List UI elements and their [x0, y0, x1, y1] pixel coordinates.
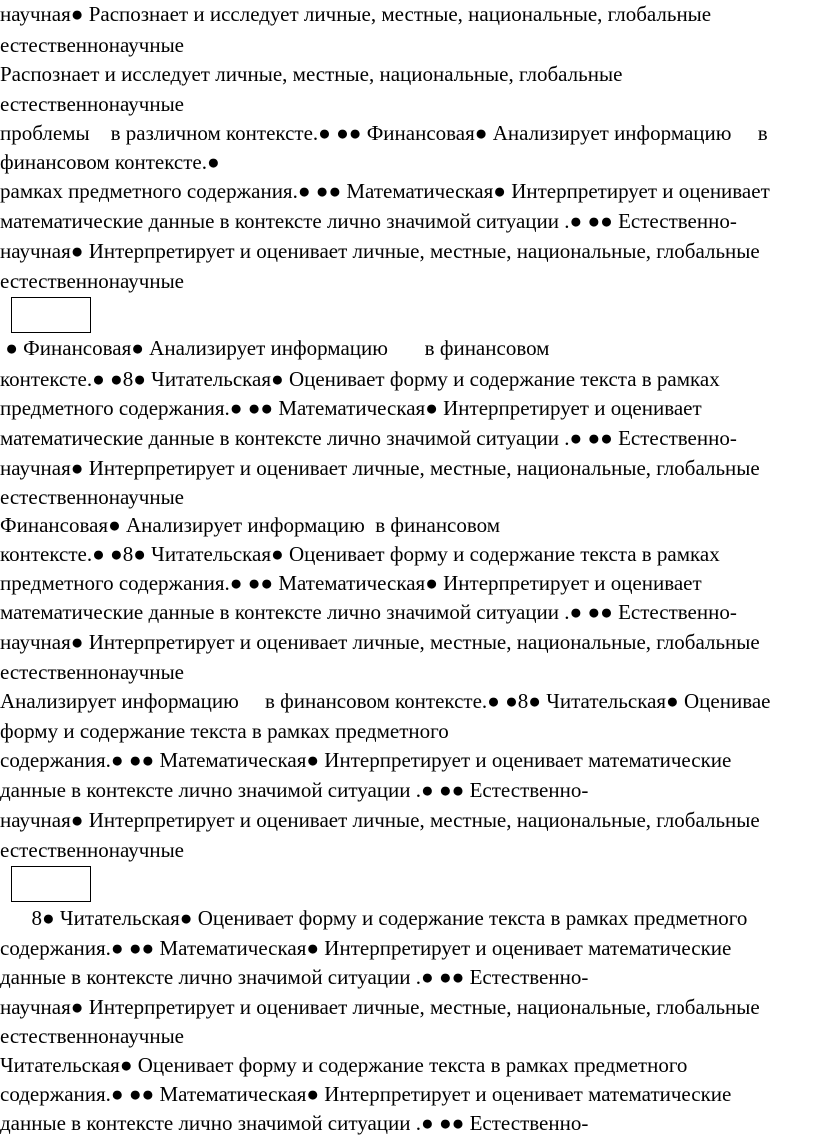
text-line: естественнонаучные — [0, 660, 184, 684]
text-line: данные в контексте лично значимой ситуации .● ●● Естественно- — [0, 778, 589, 802]
text-line: естественнонаучные — [0, 1024, 184, 1048]
text-line: данные в контексте лично значимой ситуации .● ●● Естественно- — [0, 1111, 589, 1135]
text-line: содержания.● ●● Математическая● Интерпретирует и оценивает математические — [0, 936, 732, 960]
empty-frame — [11, 297, 91, 333]
text-line: научная● Распознает и исследует личные, местные, национальные, глобальные — [0, 2, 712, 26]
text-line: естественнонаучные — [0, 92, 184, 116]
text-line: форму и содержание текста в рамках предметного — [0, 719, 449, 743]
text-line: контексте.● ●8● Читательская● Оценивает форму и содержание текста в рамках — [0, 367, 720, 391]
text-line: предметного содержания.● ●● Математическая● Интерпретирует и оценивает — [0, 571, 702, 595]
text-line: Финансовая● Анализирует информацию в финансовом — [0, 513, 501, 537]
text-line: научная● Интерпретирует и оценивает личные, местные, национальные, глобальные — [0, 808, 760, 832]
text-line: научная● Интерпретирует и оценивает личные, местные, национальные, глобальные — [0, 456, 760, 480]
empty-frame — [11, 866, 91, 902]
text-line: естественнонаучные — [0, 33, 184, 57]
text-line: научная● Интерпретирует и оценивает личные, местные, национальные, глобальные — [0, 995, 760, 1019]
text-line: 8● Читательская● Оценивает форму и содержание текста в рамках предметного — [0, 906, 748, 930]
text-line: математические данные в контексте лично значимой ситуации .● ●● Естественно- — [0, 600, 737, 624]
text-line: естественнонаучные — [0, 838, 184, 862]
text-line: содержания.● ●● Математическая● Интерпретирует и оценивает математические — [0, 748, 732, 772]
text-line: рамках предметного содержания.● ●● Математическая● Интерпретирует и оценивает — [0, 179, 770, 203]
text-line: Распознает и исследует личные, местные, национальные, глобальные — [0, 62, 623, 86]
text-line: естественнонаучные — [0, 485, 184, 509]
text-line: Читательская● Оценивает форму и содержание текста в рамках предметного — [0, 1053, 688, 1077]
text-line: данные в контексте лично значимой ситуации .● ●● Естественно- — [0, 965, 589, 989]
text-line: естественнонаучные — [0, 269, 184, 293]
text-line: финансовом контексте.● — [0, 150, 220, 174]
text-line: предметного содержания.● ●● Математическая● Интерпретирует и оценивает — [0, 396, 702, 420]
text-line: научная● Интерпретирует и оценивает личные, местные, национальные, глобальные — [0, 630, 760, 654]
text-line: математические данные в контексте лично значимой ситуации .● ●● Естественно- — [0, 426, 737, 450]
text-line: ● Финансовая● Анализирует информацию в финансовом — [0, 336, 550, 360]
text-line: Анализирует информацию в финансовом контексте.● ●8● Читательская● Оценивае — [0, 689, 771, 713]
text-line: математические данные в контексте лично значимой ситуации .● ●● Естественно- — [0, 209, 737, 233]
text-line: научная● Интерпретирует и оценивает личные, местные, национальные, глобальные — [0, 239, 760, 263]
text-line: содержания.● ●● Математическая● Интерпретирует и оценивает математические — [0, 1082, 732, 1106]
text-line: проблемы в различном контексте.● ●● Финансовая● Анализирует информацию в — [0, 121, 768, 145]
text-line: контексте.● ●8● Читательская● Оценивает форму и содержание текста в рамках — [0, 542, 720, 566]
